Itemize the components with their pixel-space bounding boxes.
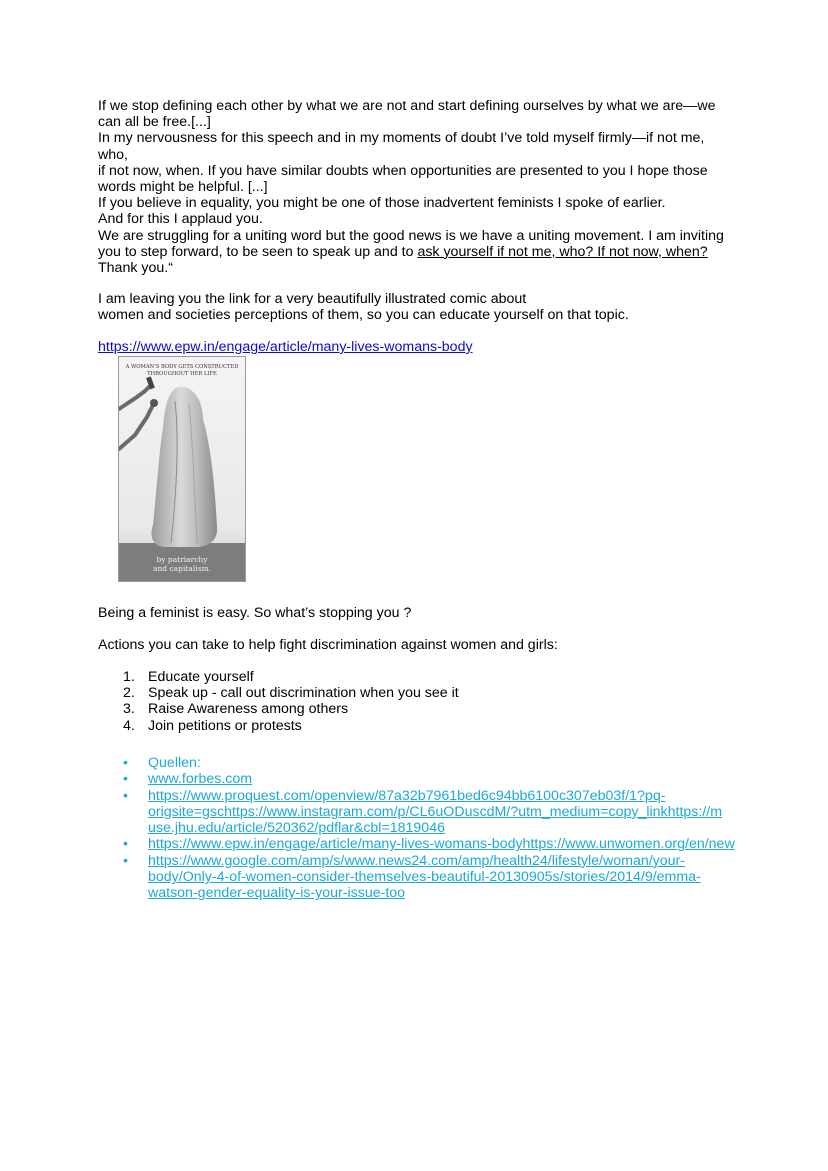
link-line: body/Only-4-of-women-consider-themselves-beautiful-20130905s/stories/2014/9/emma-: [148, 869, 701, 886]
comic-caption-top: A WOMAN’S BODY GETS CONSTRUCTED: [125, 364, 239, 370]
source-link-proquest[interactable]: [148, 788, 738, 837]
list-item: [98, 771, 738, 787]
quote-line: In my nervousness for this speech and in my moments of doubt I’ve told myself firmly—if not me, who,: [98, 130, 705, 163]
sources-list: [98, 755, 738, 902]
link-line: https://www.proquest.com/openview/87a32b7961bed6c94bb6100c307eb03f/1?pq-: [148, 787, 666, 804]
quote-line: Thank you.“: [98, 260, 173, 277]
list-item: [98, 685, 459, 701]
bullet-icon: •: [123, 771, 128, 788]
comic-article-link[interactable]: https://www.epw.in/engage/article/many-lives-womans-body: [98, 339, 473, 355]
sources-heading: Quellen:: [148, 755, 201, 771]
list-item: [98, 718, 459, 734]
intro-line: I am leaving you the link for a very beautifully illustrated comic about: [98, 291, 527, 307]
intro-line: women and societies perceptions of them, so you can educate yourself on that topic.: [98, 307, 629, 324]
comic-caption-bottom: and capitalism.: [153, 564, 211, 573]
list-item: [98, 836, 738, 852]
list-item-text: Speak up - call out discrimination when you see it: [148, 685, 459, 702]
quote-line: words might be helpful. [...]: [98, 179, 268, 196]
link-line: https://www.google.com/amp/s/www.news24.com/amp/health24/lifestyle/woman/your-: [148, 852, 685, 869]
comic-intro-paragraph: [98, 291, 738, 323]
underlined-question: ask yourself if not me, who? If not now, when?: [417, 243, 708, 260]
quote-line: And for this I applaud you.: [98, 211, 263, 228]
link-line: use.jhu.edu/article/520362/pdflar&cbl=1819046: [148, 820, 445, 837]
list-item-text: Educate yourself: [148, 669, 254, 685]
quote-line: if not now, when. If you have similar doubts when opportunities are presented to you I hope those: [98, 162, 708, 179]
quote-line: We are struggling for a uniting word but the good news is we have a uniting movement. I am inviting: [98, 227, 724, 244]
quote-line: can all be free.[...]: [98, 114, 211, 131]
list-item: [98, 755, 738, 771]
list-number: 2.: [123, 685, 135, 702]
bullet-icon: •: [123, 755, 128, 771]
comic-caption-bottom: by patriarchy: [156, 555, 208, 564]
bullet-icon: •: [123, 836, 128, 853]
list-item-text: Raise Awareness among others: [148, 701, 349, 718]
quote-line-plain: you to step forward, to be seen to speak up and to: [98, 243, 418, 260]
speech-quote-paragraph: [98, 98, 738, 276]
list-number: 3.: [123, 701, 135, 718]
list-item-text: Join petitions or protests: [148, 717, 302, 734]
source-link-epw-unwomen[interactable]: https://www.epw.in/engage/article/many-lives-womans-bodyhttps://www.unwomen.org/en/new: [148, 836, 735, 853]
quote-line: If you believe in equality, you might be one of those inadvertent feminists I spoke of earlier.: [98, 195, 666, 212]
list-item: [98, 788, 738, 837]
quote-line: If we stop defining each other by what we are not and start defining ourselves by what we are—we: [98, 98, 716, 114]
comic-illustration: [118, 356, 246, 582]
bullet-icon: •: [123, 852, 128, 869]
link-line: origsite=gschttps://www.instagram.com/p/CL6uODuscdM/?utm_medium=copy_linkhttps://m: [148, 803, 723, 820]
list-number: 4.: [123, 717, 135, 734]
comic-caption-top: THROUGHOUT HER LIFE: [147, 371, 217, 377]
list-number: 1.: [123, 669, 135, 685]
feminist-question: Being a feminist is easy. So what’s stopping you ?: [98, 605, 412, 621]
quote-line-with-underline: [98, 244, 738, 260]
list-item: [98, 853, 738, 902]
source-link-forbes[interactable]: www.forbes.com: [148, 771, 253, 788]
source-link-news24[interactable]: [148, 853, 738, 902]
bullet-icon: •: [123, 787, 128, 804]
actions-list: [98, 669, 459, 734]
list-item: [98, 701, 459, 717]
list-item: [98, 669, 459, 685]
link-line: watson-gender-equality-is-your-issue-too: [148, 885, 406, 902]
actions-intro: Actions you can take to help fight discrimination against women and girls:: [98, 637, 558, 653]
